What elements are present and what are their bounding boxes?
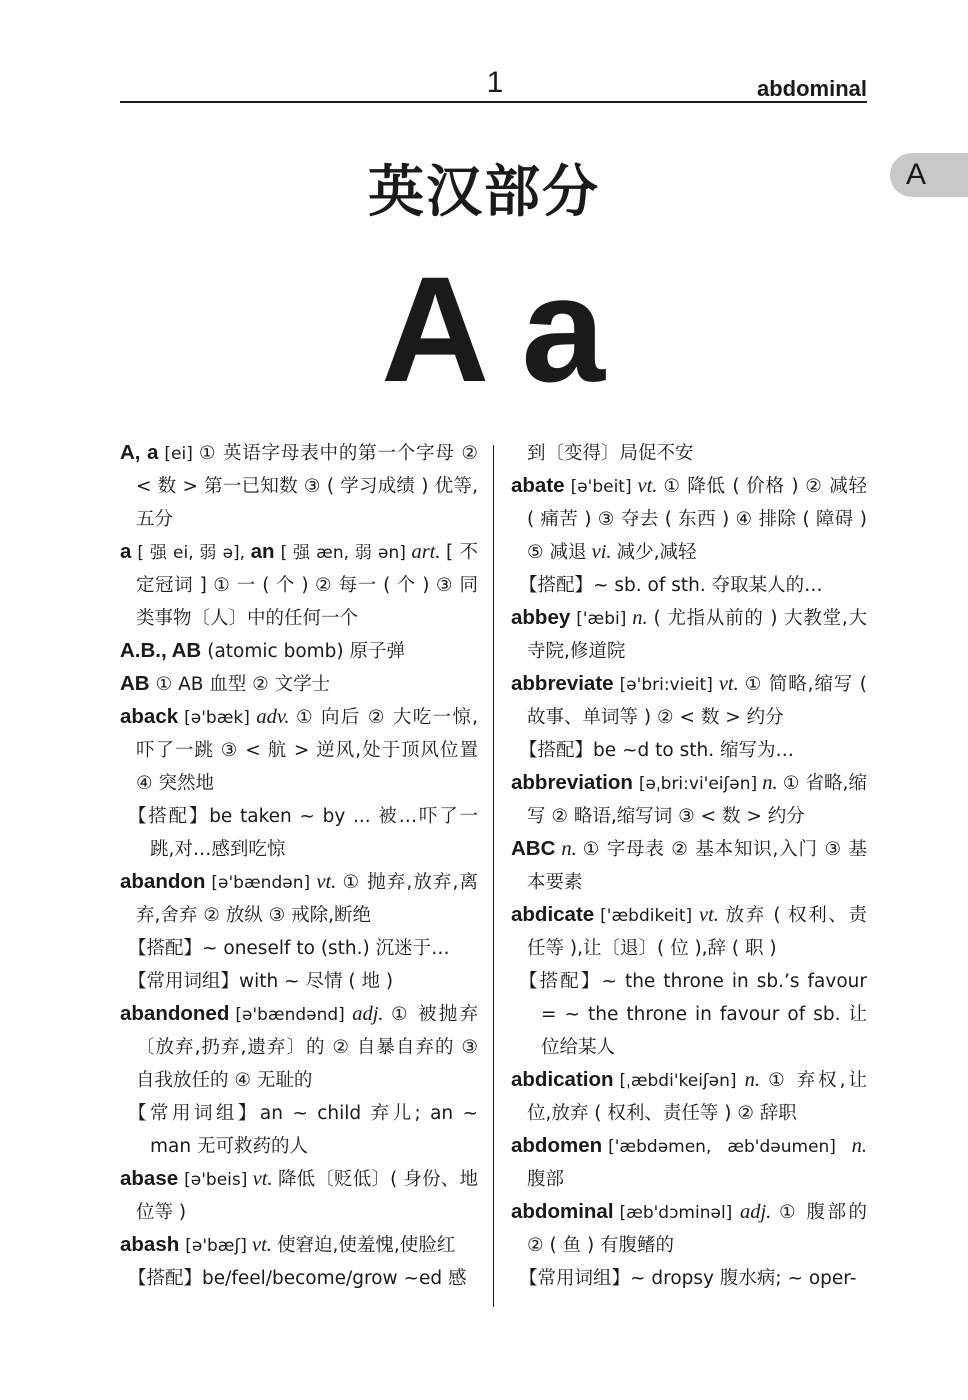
part-of-speech: adj. [739, 1201, 772, 1223]
page-number: 1 [486, 66, 504, 99]
headword: abase [120, 1167, 179, 1190]
definition-text: ① 向后 ② 大吃一惊,吓了一跳 ③ < 航 > 逆风,处于顶风位置 ④ 突然地 [136, 707, 479, 794]
column-divider [493, 445, 494, 1307]
phonetic: ['æbi] [576, 609, 627, 629]
dictionary-entry [511, 899, 867, 965]
part-of-speech: n. [851, 1135, 867, 1157]
phonetic-variant: [ 强 æn, 弱 ən] [280, 543, 406, 563]
part-of-speech: vt. [698, 904, 719, 926]
definition-text: ① 英语字母表中的第一个字母 ② < 数 > 第一已知数 ③ ( 学习成绩 ) 优等,五分 [136, 443, 479, 530]
headword: abbreviation [511, 771, 633, 794]
headword: A.B., AB [120, 639, 202, 662]
header-rule [120, 101, 867, 103]
usage-note-text: 【搭配】be ~d to sth. 缩写为… [519, 740, 794, 761]
phonetic: ['æbdəmen, æb'dəumen] [608, 1137, 836, 1157]
headword: abate [511, 474, 565, 497]
thumb-index-letter: A [906, 158, 927, 191]
headword: abandoned [120, 1002, 230, 1025]
headword: abdominal [511, 1200, 614, 1223]
usage-note [120, 965, 478, 998]
entry-continuation [511, 437, 867, 470]
headword: abbreviate [511, 672, 614, 695]
phonetic: [æb'dɔminəl] [619, 1203, 733, 1223]
usage-note-text: 【搭配】~ the throne in sb.’s favour = ~ the throne in favour of sb. 让位给某人 [519, 971, 867, 1058]
dictionary-entry [120, 1229, 478, 1262]
headword: aback [120, 705, 179, 728]
definition-text: ① 省略,缩写 ② 略语,缩写词 ③ < 数 > 约分 [527, 773, 867, 827]
usage-note-text: 【搭配】~ oneself to (sth.) 沉迷于… [128, 938, 450, 959]
section-title: 英汉部分 [368, 160, 600, 225]
dictionary-entry [511, 1130, 867, 1196]
phonetic: [ 强 ei, 弱 ə], [137, 543, 246, 563]
dictionary-entry [120, 668, 478, 701]
usage-note [120, 800, 478, 866]
part-of-speech: vi. [591, 541, 612, 563]
phonetic: ['æbdikeit] [600, 906, 693, 926]
running-head: abdominal [756, 76, 867, 101]
definition-text: 腹部 [527, 1169, 565, 1190]
definition-text: ① 抛弃,放弃,离弃,舍弃 ② 放纵 ③ 戒除,断绝 [136, 872, 479, 926]
definition-text: (atomic bomb) 原子弹 [207, 641, 406, 662]
phonetic: [ə'bæʃ] [185, 1236, 247, 1256]
headword: AB [120, 672, 150, 695]
headword: a [120, 540, 132, 563]
dictionary-entry [120, 437, 478, 536]
dictionary-entry [120, 998, 478, 1097]
phonetic: [ə'beis] [184, 1170, 248, 1190]
headword: abbey [511, 606, 571, 629]
phonetic: [əˌbri:vi'eiʃən] [638, 774, 758, 794]
part-of-speech: vt. [251, 1234, 272, 1256]
part-of-speech: vt. [252, 1168, 273, 1190]
left-column [120, 437, 478, 1295]
definition-text: 到〔变得〕局促不安 [527, 443, 694, 464]
phonetic: [ˌæbdi'keiʃən] [619, 1071, 737, 1091]
definition-text: ( 尤指从前的 ) 大教堂,大寺院,修道院 [527, 608, 867, 662]
definition-text: ① 被抛弃〔放弃,扔弃,遗弃〕的 ② 自暴自弃的 ③ 自我放任的 ④ 无耻的 [136, 1004, 479, 1091]
usage-note-text: 【常用词组】~ dropsy 腹水病; ~ oper- [519, 1268, 857, 1289]
usage-note [120, 932, 478, 965]
definition-text: 放弃 ( 权利、责任等 ),让〔退〕( 位 ),辞 ( 职 ) [527, 905, 868, 959]
usage-note [511, 734, 867, 767]
usage-note [120, 1097, 478, 1163]
definition-text: ① AB 血型 ② 文学士 [155, 674, 331, 695]
part-of-speech: vt. [718, 673, 739, 695]
headword: abdication [511, 1068, 614, 1091]
phonetic: [ə'bændənd] [235, 1005, 345, 1025]
headword: abdomen [511, 1134, 603, 1157]
phonetic: [ə'bri:vieit] [619, 675, 713, 695]
dictionary-entry [511, 1064, 867, 1130]
definition-text: [ 不定冠词 ] ① 一 ( 个 ) ② 每一 ( 个 ) ③ 同类事物〔人〕中的任何一个 [136, 542, 479, 629]
dictionary-entry [511, 833, 867, 899]
headword: ABC [511, 837, 556, 860]
usage-note [511, 569, 867, 602]
part-of-speech: n. [632, 607, 648, 629]
part-of-speech: vt. [637, 475, 658, 497]
definition-text: ① 字母表 ② 基本知识,入门 ③ 基本要素 [527, 839, 867, 893]
usage-note-text: 【常用词组】with ~ 尽情 ( 地 ) [128, 971, 394, 992]
definition-text: 降低〔贬低〕( 身份、地位等 ) [136, 1169, 479, 1223]
headword: abash [120, 1233, 180, 1256]
definition-text: ① 降低 ( 价格 ) ② 减轻 ( 痛苦 ) ③ 夺去 ( 东西 ) ④ 排除 ( 障碍 ) ⑤ 减退 [527, 476, 868, 563]
definition-text: ① 弃权,让位,放弃 ( 权利、责任等 ) ② 辞职 [527, 1070, 868, 1124]
phonetic: [ə'beit] [570, 477, 632, 497]
definition-text: ① 简略,缩写 ( 故事、单词等 ) ② < 数 > 约分 [527, 674, 868, 728]
dictionary-entry [120, 536, 478, 635]
usage-note-text: 【搭配】be/feel/become/grow ~ed 感 [128, 1268, 467, 1289]
phonetic: [ə'bæk] [184, 708, 250, 728]
definition-text: 使窘迫,使羞愧,使脸红 [277, 1235, 456, 1256]
dictionary-entry [120, 866, 478, 932]
usage-note [511, 1262, 867, 1295]
phonetic: [ei] [164, 444, 193, 464]
part-of-speech: n. [744, 1069, 761, 1091]
headword: abdicate [511, 903, 595, 926]
dictionary-entry [511, 767, 867, 833]
usage-note [511, 965, 867, 1064]
dictionary-entry [120, 635, 478, 668]
phonetic: [ə'bændən] [211, 873, 311, 893]
part-of-speech: n. [561, 838, 577, 860]
dictionary-entry [511, 668, 867, 734]
part-of-speech: art. [411, 541, 441, 563]
part-of-speech: n. [762, 772, 778, 794]
dictionary-entry [120, 1163, 478, 1229]
letter-heading: A a [381, 245, 603, 413]
headword: A, a [120, 441, 159, 464]
right-column [511, 437, 867, 1295]
usage-note-text: 【搭配】~ sb. of sth. 夺取某人的… [519, 575, 823, 596]
part-of-speech: vt. [316, 871, 337, 893]
definition-text: 减少,减轻 [616, 542, 697, 563]
part-of-speech: adj. [352, 1003, 384, 1025]
headword: abandon [120, 870, 206, 893]
definition-text: ① 腹部的 ② ( 鱼 ) 有腹鳍的 [527, 1202, 868, 1256]
dictionary-entry [511, 602, 867, 668]
dictionary-entry [120, 701, 478, 800]
dictionary-entry [511, 470, 867, 569]
usage-note-text: 【常用词组】an ~ child 弃儿; an ~ man 无可救药的人 [128, 1103, 478, 1157]
dictionary-entry [511, 1196, 867, 1262]
part-of-speech: adv. [256, 706, 290, 728]
usage-note-text: 【搭配】be taken ~ by ... 被…吓了一跳,对…感到吃惊 [128, 806, 478, 860]
usage-note [120, 1262, 478, 1295]
headword-variant: an [250, 540, 275, 563]
